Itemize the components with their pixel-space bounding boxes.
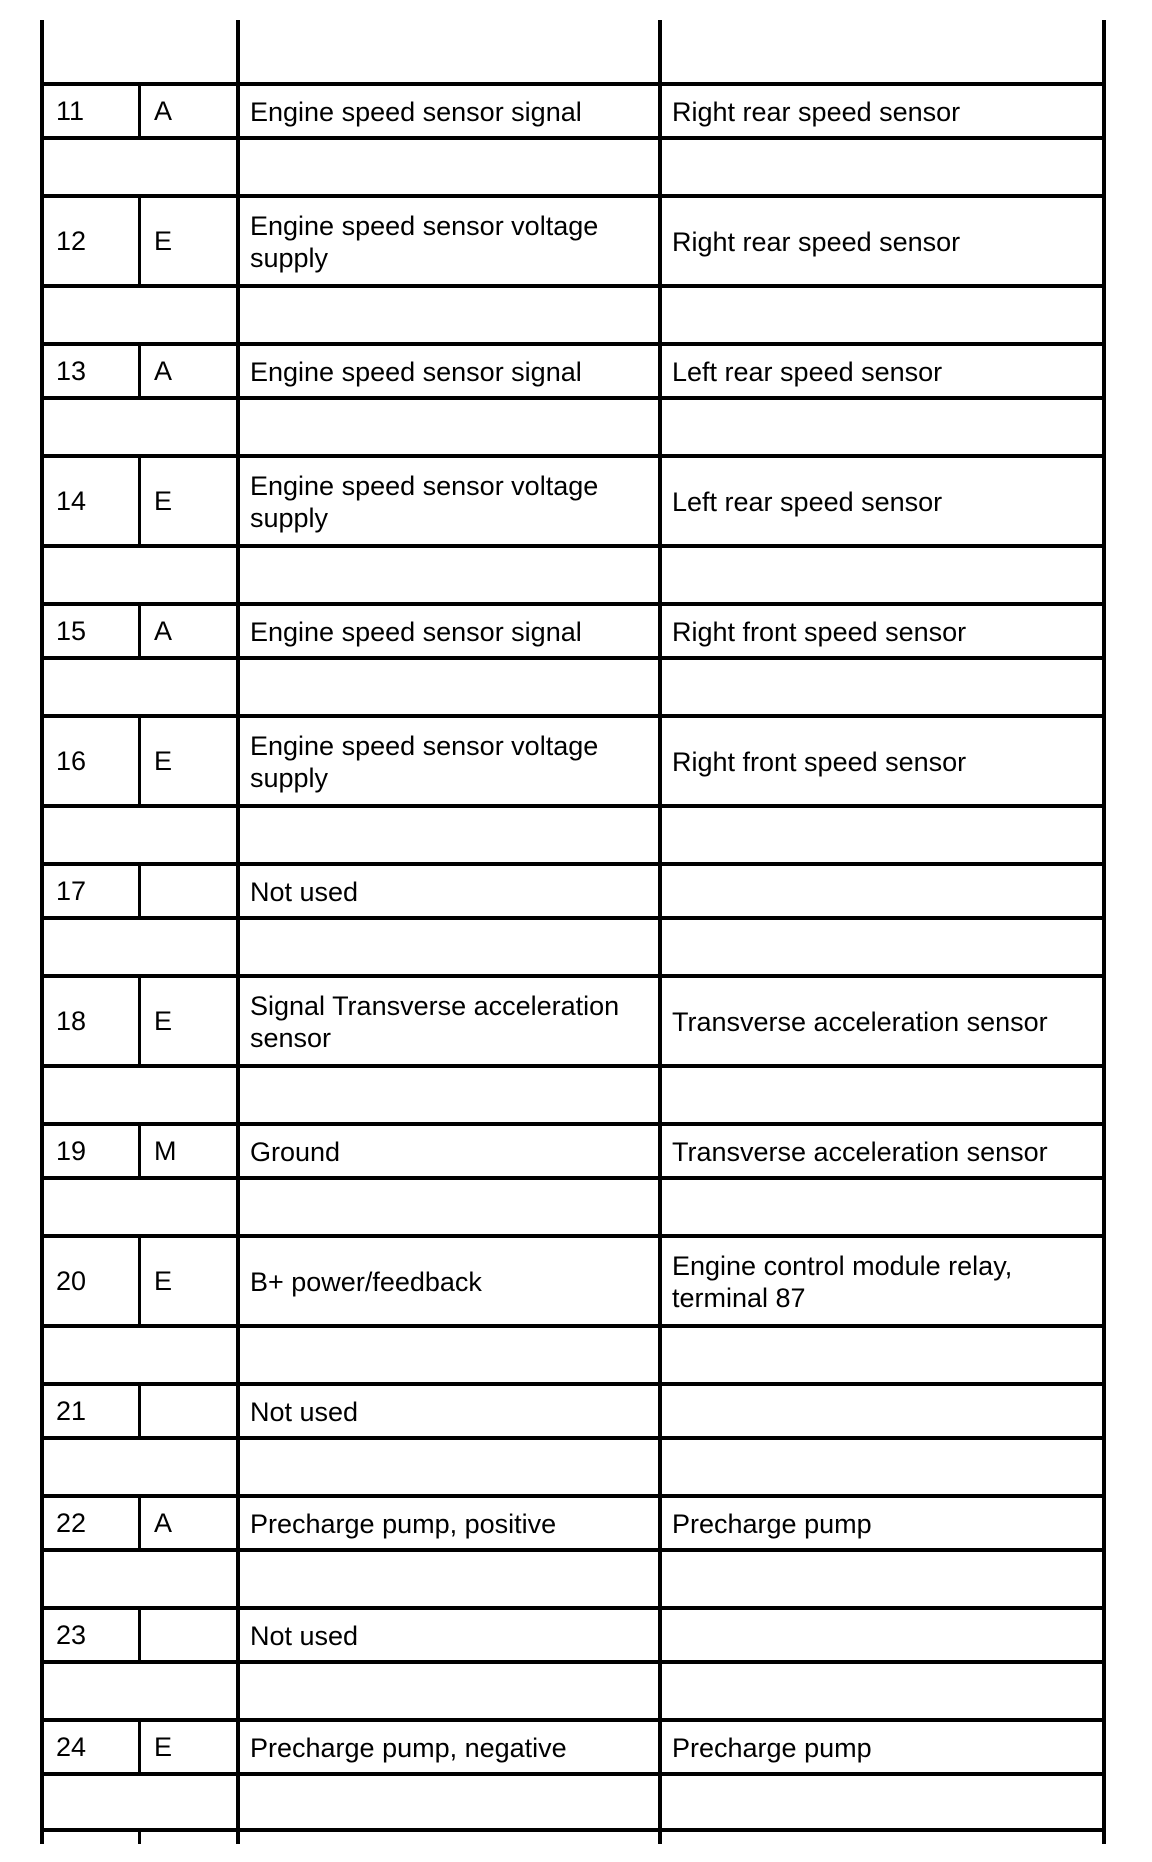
row-divider <box>42 1176 1106 1180</box>
connected-component: Left rear speed sensor <box>672 357 943 387</box>
pin-number: 16 <box>56 746 87 776</box>
table-border-left <box>40 20 44 1844</box>
column-divider-pin-type <box>138 1498 141 1548</box>
pin-number: 11 <box>56 96 85 126</box>
row-divider <box>42 136 1106 140</box>
pin-function: Signal Transverse acceleration sensor <box>250 991 620 1053</box>
signal-type: A <box>154 616 173 646</box>
pin-function: Engine speed sensor voltage supply <box>250 471 599 533</box>
pin-number: 13 <box>56 356 87 386</box>
table-border-right <box>1102 20 1106 1844</box>
row-divider <box>42 916 1106 920</box>
row-divider <box>42 544 1106 548</box>
connected-component: Right rear speed sensor <box>672 97 961 127</box>
row-divider <box>42 656 1106 660</box>
row-divider <box>42 1548 1106 1552</box>
column-divider-pin-type <box>138 866 141 916</box>
pin-function: Not used <box>250 1397 359 1427</box>
row-divider <box>42 1324 1106 1328</box>
column-divider-stub <box>138 1830 141 1844</box>
column-divider-pin-type <box>138 198 141 284</box>
row-divider <box>42 1660 1106 1664</box>
column-divider-pin-type <box>138 1610 141 1660</box>
pin-number: 12 <box>56 226 87 256</box>
connected-component: Precharge pump <box>672 1509 872 1539</box>
column-divider-pin-type <box>138 1386 141 1436</box>
pin-number: 14 <box>56 486 87 516</box>
signal-type <box>154 1386 234 1436</box>
column-divider-function-component <box>658 20 662 1844</box>
column-divider-pin-type <box>138 346 141 396</box>
column-divider-pin-type <box>138 458 141 544</box>
connected-component: Transverse acceleration sensor <box>672 1007 1048 1037</box>
connected-component: Transverse acceleration sensor <box>672 1137 1048 1167</box>
connected-component: Left rear speed sensor <box>672 487 943 517</box>
signal-type <box>154 1610 234 1660</box>
column-divider-pin-type <box>138 606 141 656</box>
column-divider-pin-type <box>138 978 141 1064</box>
pin-function: Engine speed sensor voltage supply <box>250 211 599 273</box>
pin-number: 17 <box>56 876 87 906</box>
pin-function: B+ power/feedback <box>250 1267 482 1297</box>
connected-component <box>672 1386 1102 1436</box>
pin-function: Engine speed sensor signal <box>250 357 582 387</box>
table-row <box>42 606 1106 656</box>
column-divider-pin-type <box>138 1722 141 1772</box>
table-row <box>42 1498 1106 1548</box>
pin-function: Precharge pump, positive <box>250 1509 557 1539</box>
pin-function: Precharge pump, negative <box>250 1733 567 1763</box>
pin-function: Not used <box>250 877 359 907</box>
connected-component <box>672 1610 1102 1660</box>
pin-number: 21 <box>56 1396 87 1426</box>
signal-type: E <box>154 486 173 516</box>
connected-component: Precharge pump <box>672 1733 872 1763</box>
connected-component: Engine control module relay, terminal 87 <box>672 1251 1013 1313</box>
signal-type: E <box>154 1732 173 1762</box>
connected-component: Right front speed sensor <box>672 747 967 777</box>
column-divider-pin-type <box>138 86 141 136</box>
table-row <box>42 1386 1106 1436</box>
pin-number: 24 <box>56 1732 87 1762</box>
table-row <box>42 1238 1106 1324</box>
pin-function: Not used <box>250 1621 359 1651</box>
pin-number: 20 <box>56 1266 87 1296</box>
row-divider <box>42 1436 1106 1440</box>
row-divider <box>42 1828 1106 1832</box>
pin-number: 19 <box>56 1136 87 1166</box>
column-divider-pin-type <box>138 1126 141 1176</box>
pin-function: Engine speed sensor signal <box>250 617 582 647</box>
connected-component <box>672 866 1102 916</box>
pin-function: Engine speed sensor signal <box>250 97 582 127</box>
signal-type: A <box>154 1508 173 1538</box>
signal-type: E <box>154 1006 173 1036</box>
signal-type <box>154 866 234 916</box>
table-row <box>42 1722 1106 1772</box>
table-row <box>42 978 1106 1064</box>
row-divider <box>42 396 1106 400</box>
pin-number: 15 <box>56 616 87 646</box>
table-row <box>42 1126 1106 1176</box>
column-divider-type-function <box>236 20 240 1844</box>
row-divider <box>42 1772 1106 1776</box>
connected-component: Right front speed sensor <box>672 617 967 647</box>
table-row <box>42 86 1106 136</box>
table-row <box>42 458 1106 544</box>
pin-number: 23 <box>56 1620 87 1650</box>
column-divider-pin-type <box>138 1238 141 1324</box>
signal-type: A <box>154 356 173 386</box>
pin-function: Engine speed sensor voltage supply <box>250 731 599 793</box>
signal-type: E <box>154 1266 173 1296</box>
table-row <box>42 346 1106 396</box>
table-row <box>42 1610 1106 1660</box>
connected-component: Right rear speed sensor <box>672 227 961 257</box>
row-divider <box>42 804 1106 808</box>
table-row <box>42 866 1106 916</box>
signal-type: E <box>154 226 173 256</box>
signal-type: E <box>154 746 173 776</box>
pin-function: Ground <box>250 1137 341 1167</box>
signal-type: M <box>154 1136 177 1166</box>
pin-number: 22 <box>56 1508 87 1538</box>
table-row <box>42 198 1106 284</box>
column-divider-pin-type <box>138 718 141 804</box>
signal-type: A <box>154 96 173 126</box>
row-divider <box>42 284 1106 288</box>
pin-number: 18 <box>56 1006 87 1036</box>
table-row <box>42 718 1106 804</box>
row-divider <box>42 1064 1106 1068</box>
